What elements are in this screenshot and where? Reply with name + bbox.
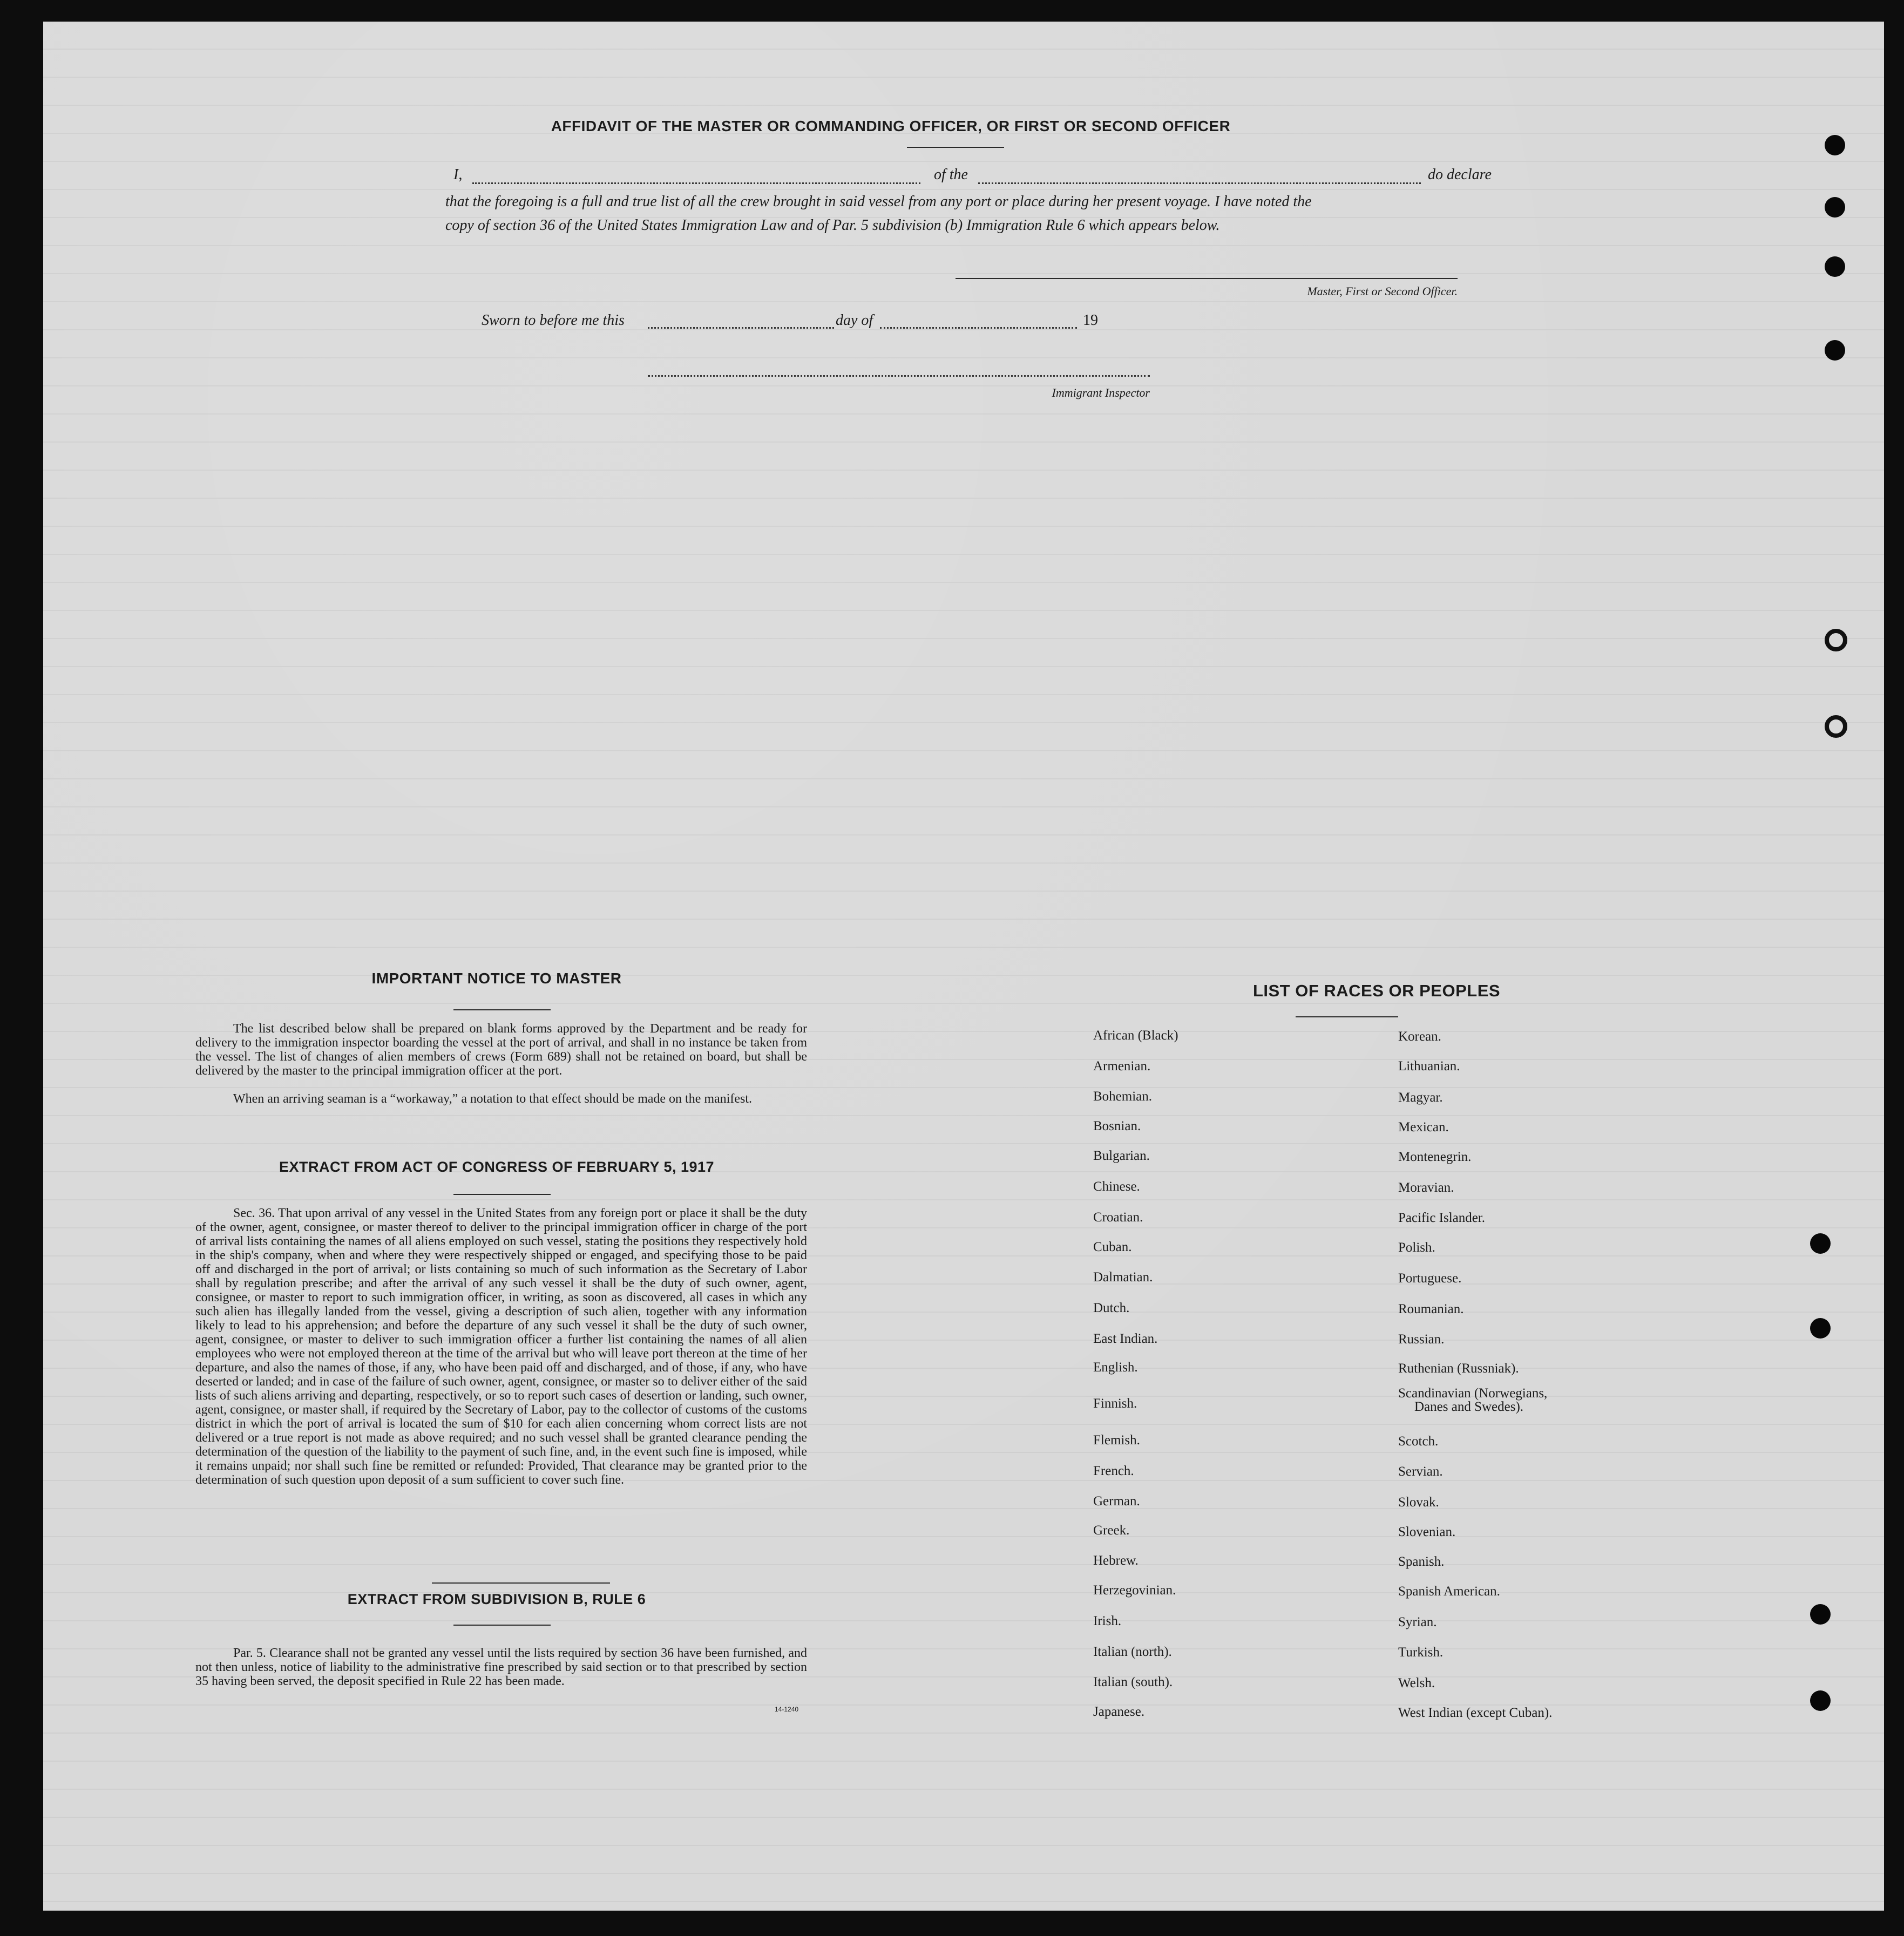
notice-title: IMPORTANT NOTICE TO MASTER <box>371 970 622 987</box>
sworn-month-field[interactable] <box>880 327 1077 329</box>
race-left-item: Finnish. <box>1093 1396 1137 1411</box>
punch-hole <box>1825 197 1845 218</box>
form-number: 14-1240 <box>775 1706 799 1713</box>
sworn-day-field[interactable] <box>648 327 834 329</box>
affidavit-line-1: that the foregoing is a full and true list of all the crew brought in said vessel from any port or place during her present voyage. I have noted the <box>445 193 1312 210</box>
race-left-item: Herzegovinian. <box>1093 1583 1176 1598</box>
extract-rule-underline <box>453 1625 551 1626</box>
race-left-item: Hebrew. <box>1093 1553 1139 1568</box>
race-left-item: Dutch. <box>1093 1301 1130 1315</box>
race-left-item: English. <box>1093 1360 1138 1375</box>
race-right-item: Spanish American. <box>1398 1584 1500 1599</box>
race-right-item: Welsh. <box>1398 1676 1435 1690</box>
punch-hole <box>1810 1233 1831 1254</box>
race-right-item: Roumanian. <box>1398 1302 1464 1316</box>
race-right-item: Spanish. <box>1398 1554 1445 1569</box>
punch-hole <box>1825 715 1847 738</box>
affidavit-title: AFFIDAVIT OF THE MASTER OR COMMANDING OFFICER, OR FIRST OR SECOND OFFICER <box>551 118 1231 134</box>
sworn-label: Sworn to before me this <box>482 312 625 329</box>
affidavit-of-the-label: of the <box>934 166 968 183</box>
race-left-item: Cuban. <box>1093 1240 1132 1254</box>
race-left-item: Irish. <box>1093 1614 1122 1628</box>
race-left-item: Flemish. <box>1093 1433 1140 1448</box>
race-right-item: Mexican. <box>1398 1120 1449 1135</box>
extract-rule-title: EXTRACT FROM SUBDIVISION B, RULE 6 <box>347 1591 646 1607</box>
inspector-signature-line[interactable] <box>648 375 1150 377</box>
extract-act-text: Sec. 36. That upon arrival of any vessel in the United States from any foreign port or place it shall be the duty of the owner, agent, consignee, or master thereof to deliver to the principal immigration officer in charge of the port of arrival lists containing the names of all aliens employed on such vessel, stating the positions they respectively hold in the ship's company, when and where they were respectively shipped or engaged, and specifying those to be paid off and discharged in the port of arrival; or lists containing so much of such information as the Secretary of Labor shall by regulation prescribe; and after the arrival of any such vessel it shall be the duty of such owner, agent, consignee, or master to report to such immigration officer, in writing, as soon as discovered, all cases in which any such alien has illegally landed from the vessel, giving a description of such alien, together with any information likely to lead to his apprehension; and before the departure of any such vessel it shall be the duty of such owner, agent, consignee, or master to deliver to such immigration officer a further list containing the names of all alien employees who were not employed thereon at the time of the arrival but who will leave port thereon at the time of her departure, and also the names of those, if any, who have been paid off and discharged, and of those, if any, who have deserted or landed; and in case of the failure of such owner, agent, consignee, or master so to deliver either of the said lists of such aliens arriving and departing, respectively, or so to report such cases of desertion or landing, such owner, agent, consignee, or master shall, if required by the Secretary of Labor, pay to the collector of customs of the customs district in which the port of arrival is located the sum of $10 for each alien concerning whom correct lists are not delivered or a true report is not made as above required; and no such vessel shall be granted clearance pending the determination of the question of the liability to the payment of such fine, and, in the event such fine is imposed, while it remains unpaid; nor shall such fine be remitted or refunded: Provided, That clearance may be granted prior to the determination of such question upon deposit of a sum sufficient to cover such fine. <box>195 1206 807 1487</box>
race-left-item: Armenian. <box>1093 1059 1151 1074</box>
race-right-item: Moravian. <box>1398 1180 1454 1195</box>
affidavit-i-label: I, <box>453 166 463 183</box>
race-right-item: Scandinavian (Norwegians, <box>1398 1386 1548 1401</box>
master-name-field[interactable] <box>472 182 920 184</box>
punch-hole <box>1810 1690 1831 1711</box>
race-right-item: Magyar. <box>1398 1090 1443 1105</box>
inspector-label: Immigrant Inspector <box>1052 386 1150 399</box>
race-left-item: Chinese. <box>1093 1179 1140 1194</box>
punch-hole <box>1810 1604 1831 1625</box>
master-signature-label: Master, First or Second Officer. <box>1307 284 1458 298</box>
race-right-item-continued: Danes and Swedes). <box>1414 1400 1524 1414</box>
race-left-item: Greek. <box>1093 1523 1130 1538</box>
punch-hole <box>1825 256 1845 277</box>
notice-underline <box>453 1009 551 1010</box>
notice-paragraph-2: When an arriving seaman is a “workaway,” a notation to that effect should be made on the manifest. <box>233 1092 752 1106</box>
races-title: LIST OF RACES OR PEOPLES <box>1252 981 1501 1000</box>
race-left-item: African (Black) <box>1093 1028 1178 1043</box>
race-right-item: Korean. <box>1398 1029 1441 1044</box>
year-prefix: 19 <box>1083 312 1098 329</box>
punch-hole <box>1825 135 1845 155</box>
race-right-item: Portuguese. <box>1398 1271 1462 1286</box>
form-page <box>43 22 1884 1911</box>
race-left-item: French. <box>1093 1464 1134 1478</box>
race-left-item: Croatian. <box>1093 1210 1143 1225</box>
extract-act-title: EXTRACT FROM ACT OF CONGRESS OF FEBRUARY 5, 1917 <box>279 1159 715 1175</box>
race-left-item: German. <box>1093 1494 1140 1509</box>
races-underline <box>1296 1016 1398 1017</box>
race-right-item: Scotch. <box>1398 1434 1439 1449</box>
affidavit-do-declare: do declare <box>1428 166 1492 183</box>
race-left-item: Japanese. <box>1093 1704 1145 1719</box>
race-left-item: Bulgarian. <box>1093 1149 1150 1163</box>
master-signature-line[interactable] <box>956 278 1458 279</box>
race-left-item: Bohemian. <box>1093 1089 1153 1104</box>
race-right-item: Montenegrin. <box>1398 1150 1472 1164</box>
race-right-item: Servian. <box>1398 1464 1443 1479</box>
vessel-name-field[interactable] <box>978 182 1421 184</box>
race-right-item: Polish. <box>1398 1240 1435 1255</box>
extract-rule-text: Par. 5. Clearance shall not be granted any vessel until the lists required by section 36 have been furnished, and not then unless, notice of liability to the administrative fine prescribed by said section or to that prescribed by section 35 having been served, the deposit specified in Rule 22 has been made. <box>195 1646 807 1688</box>
extract-rule-topline <box>432 1582 610 1584</box>
race-right-item: Pacific Islander. <box>1398 1211 1486 1225</box>
race-right-item: Slovenian. <box>1398 1525 1456 1539</box>
race-left-item: Italian (south). <box>1093 1675 1173 1689</box>
affidavit-line-2: copy of section 36 of the United States Immigration Law and of Par. 5 subdivision (b) Immigration Rule 6 which appears below. <box>445 217 1220 234</box>
race-left-item: Dalmatian. <box>1093 1270 1153 1285</box>
race-left-item: East Indian. <box>1093 1332 1158 1346</box>
race-right-item: Ruthenian (Russniak). <box>1398 1361 1519 1376</box>
punch-hole <box>1810 1318 1831 1339</box>
notice-paragraph-1: The list described below shall be prepared on blank forms approved by the Department and be ready for delivery to the immigration inspector boarding the vessel at the port of arrival, and shall in no instance be taken from the vessel. The list of changes of alien members of crews (Form 689) shall not be retained on board, but shall be delivered by the master to the principal immigration officer at the port. <box>195 1022 807 1078</box>
race-right-item: Syrian. <box>1398 1615 1437 1629</box>
extract-act-underline <box>453 1194 551 1195</box>
race-left-item: Italian (north). <box>1093 1645 1172 1659</box>
day-of-label: day of <box>836 312 873 329</box>
race-right-item: West Indian (except Cuban). <box>1398 1706 1553 1720</box>
race-right-item: Slovak. <box>1398 1495 1439 1510</box>
punch-hole <box>1825 340 1845 361</box>
race-right-item: Russian. <box>1398 1332 1445 1347</box>
title-underline <box>907 147 1004 148</box>
race-right-item: Turkish. <box>1398 1645 1444 1660</box>
race-left-item: Bosnian. <box>1093 1119 1141 1133</box>
race-right-item: Lithuanian. <box>1398 1059 1460 1074</box>
punch-hole <box>1825 629 1847 651</box>
